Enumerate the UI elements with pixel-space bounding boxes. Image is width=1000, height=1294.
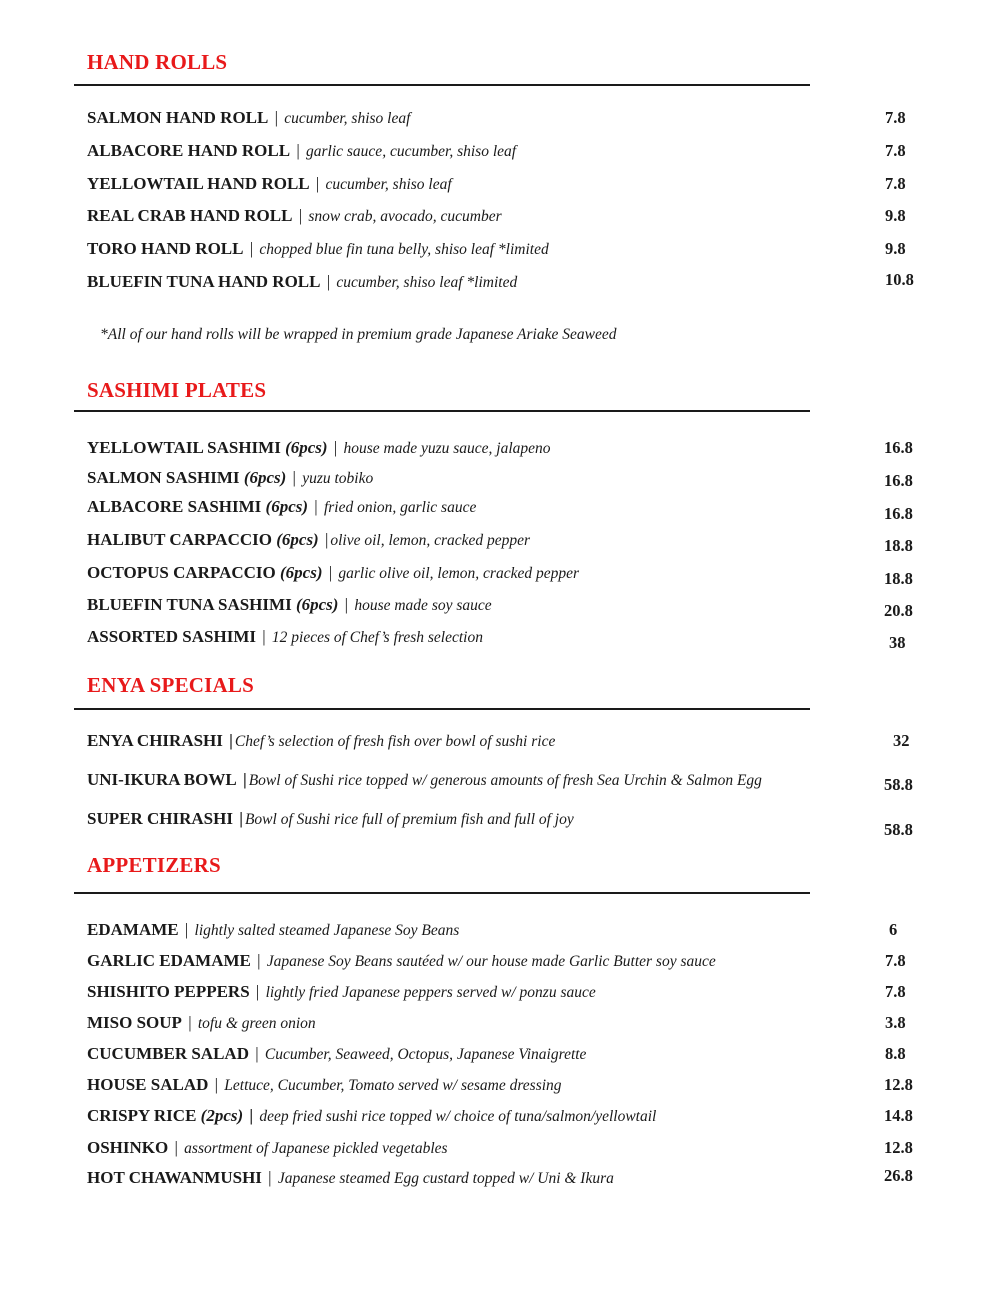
menu-item [87,1106,987,1132]
section-divider [74,410,810,412]
menu-item [87,809,987,839]
item-description: cucumber, shiso leaf [325,176,452,193]
item-separator: | [296,141,300,160]
item-name: HOT CHAWANMUSHI [87,1168,262,1187]
item-separator: | [324,530,329,549]
item-name: SHISHITO PEPPERS [87,982,250,1001]
item-name: CRISPY RICE [87,1106,197,1125]
item-separator: | [249,1106,254,1125]
item-price: 18.8 [884,569,913,588]
item-separator: | [262,627,266,646]
item-separator: | [268,1168,272,1187]
item-name: ALBACORE HAND ROLL [87,141,291,160]
item-description: Cucumber, Seaweed, Octopus, Japanese Vinaigrette [264,1046,587,1063]
item-description: Japanese Soy Beans sautéed w/ our house made Garlic Butter soy sauce [266,953,716,970]
item-price: 32 [893,731,910,750]
item-price: 16.8 [884,471,913,490]
menu-item [87,438,987,464]
item-quantity: (6pcs) [243,468,287,487]
item-description: Chef’s selection of fresh fish over bowl of sushi rice [234,733,556,750]
item-description: 12 pieces of Chef’s fresh selection [271,629,483,646]
item-description: yuzu tobiko [302,470,374,487]
menu-item [87,731,987,757]
menu-item [87,530,987,556]
item-price: 6 [889,920,898,939]
item-price: 8.8 [885,1044,906,1063]
item-quantity: (6pcs) [265,497,309,516]
item-price: 14.8 [884,1106,913,1125]
item-name: OSHINKO [87,1138,169,1157]
item-name: GARLIC EDAMAME [87,951,251,970]
menu-item [87,982,987,1008]
menu-item [87,206,987,232]
item-price: 9.8 [885,206,906,225]
item-price: 58.8 [884,775,913,794]
item-description: Bowl of Sushi rice topped w/ generous amounts of fresh Sea Urchin & Salmon Egg [248,772,762,789]
menu-item [87,563,987,589]
section-divider [74,892,810,894]
item-separator: | [326,272,331,291]
item-description: chopped blue fin tuna belly, shiso leaf *limited [259,241,549,258]
item-name: BLUEFIN TUNA SASHIMI [87,595,292,614]
item-description: garlic olive oil, lemon, cracked pepper [338,565,579,582]
item-description: snow crab, avocado, cucumber [308,208,502,225]
item-separator: | [257,951,261,970]
item-description: cucumber, shiso leaf [284,110,411,127]
item-name: SUPER CHIRASHI [87,809,233,828]
menu-item [87,497,987,523]
item-separator: | [315,174,320,193]
menu-item [87,141,987,167]
section-title-appetizers: APPETIZERS [87,853,221,877]
item-name: HALIBUT CARPACCIO [87,530,272,549]
item-name: YELLOWTAIL HAND ROLL [87,174,310,193]
menu-item [87,627,987,653]
item-description: lightly fried Japanese peppers served w/ ponzu sauce [265,984,596,1001]
menu-item [87,1138,987,1164]
item-description: house made soy sauce [354,597,492,614]
item-price: 38 [889,633,906,652]
item-description: tofu & green onion [197,1015,316,1032]
item-price: 16.8 [884,438,913,457]
item-description: garlic sauce, cucumber, shiso leaf [306,143,517,160]
item-quantity: (6pcs) [276,530,319,549]
item-separator: | [255,1044,259,1063]
item-price: 9.8 [885,239,906,258]
item-description: Bowl of Sushi rice full of premium fish and full of joy [244,811,574,828]
item-separator: | [229,731,233,750]
item-name: ALBACORE SASHIMI [87,497,262,516]
item-name: BLUEFIN TUNA HAND ROLL [87,272,321,291]
item-description: house made yuzu sauce, jalapeno [343,440,551,457]
item-quantity: (2pcs) [200,1106,244,1125]
menu-item [87,920,987,946]
item-price: 3.8 [885,1013,906,1032]
item-price: 12.8 [884,1075,913,1094]
item-price: 7.8 [885,141,906,160]
menu-item [87,595,987,621]
item-separator: | [249,239,254,258]
item-name: SALMON HAND ROLL [87,108,269,127]
section-title-enya-specials: ENYA SPECIALS [87,673,254,697]
item-separator: | [292,468,296,487]
item-price: 18.8 [884,536,913,555]
item-quantity: (6pcs) [285,438,328,457]
item-description: Lettuce, Cucumber, Tomato served w/ sesame dressing [224,1077,562,1094]
item-name: SALMON SASHIMI [87,468,240,487]
item-separator: | [333,438,338,457]
item-price: 7.8 [885,174,906,193]
item-name: YELLOWTAIL SASHIMI [87,438,281,457]
item-name: EDAMAME [87,920,179,939]
item-separator: | [255,982,260,1001]
item-description: olive oil, lemon, cracked pepper [330,532,531,549]
menu-item [87,1044,987,1070]
item-separator: | [188,1013,192,1032]
item-name: ENYA CHIRASHI [87,731,223,750]
menu-item [87,272,987,298]
menu-item [87,1013,987,1039]
item-price: 16.8 [884,504,913,523]
item-price: 7.8 [885,982,906,1001]
item-description: Japanese steamed Egg custard topped w/ Uni & Ikura [277,1170,614,1187]
item-price: 7.8 [885,108,906,127]
item-name: HOUSE SALAD [87,1075,209,1094]
hand-rolls-note: *All of our hand rolls will be wrapped in premium grade Japanese Ariake Seaweed [100,326,617,343]
menu-item [87,239,987,265]
item-name: MISO SOUP [87,1013,182,1032]
item-quantity: (6pcs) [280,563,323,582]
item-name: UNI-IKURA BOWL [87,770,237,789]
item-price: 20.8 [884,601,913,620]
item-name: CUCUMBER SALAD [87,1044,249,1063]
item-separator: | [328,563,333,582]
menu-item [87,108,987,134]
item-name: ASSORTED SASHIMI [87,627,256,646]
item-separator: | [242,770,247,789]
menu-item [87,1168,987,1194]
menu-item [87,1075,987,1101]
menu-item [87,468,987,494]
item-price: 7.8 [885,951,906,970]
item-separator: | [214,1075,219,1094]
item-separator: | [314,497,318,516]
item-separator: | [174,1138,178,1157]
item-separator: | [344,595,349,614]
item-separator: | [239,809,243,828]
item-price: 10.8 [885,270,914,289]
section-divider [74,84,810,86]
section-divider [74,708,810,710]
section-title-hand-rolls: HAND ROLLS [87,50,228,74]
item-name: REAL CRAB HAND ROLL [87,206,293,225]
menu-item [87,174,987,200]
item-description: deep fried sushi rice topped w/ choice of tuna/salmon/yellowtail [259,1108,657,1125]
section-title-sashimi-plates: SASHIMI PLATES [87,378,267,402]
menu-item [87,770,987,796]
item-price: 58.8 [884,820,913,839]
item-separator: | [274,108,279,127]
menu-item [87,951,987,977]
item-name: TORO HAND ROLL [87,239,244,258]
item-separator: | [298,206,303,225]
item-description: fried onion, garlic sauce [323,499,477,516]
item-description: cucumber, shiso leaf *limited [336,274,518,291]
item-price: 26.8 [884,1166,913,1185]
item-separator: | [184,920,189,939]
item-name: OCTOPUS CARPACCIO [87,563,276,582]
item-quantity: (6pcs) [295,595,339,614]
item-price: 12.8 [884,1138,913,1157]
item-description: lightly salted steamed Japanese Soy Beans [194,922,460,939]
item-description: assortment of Japanese pickled vegetables [184,1140,448,1157]
